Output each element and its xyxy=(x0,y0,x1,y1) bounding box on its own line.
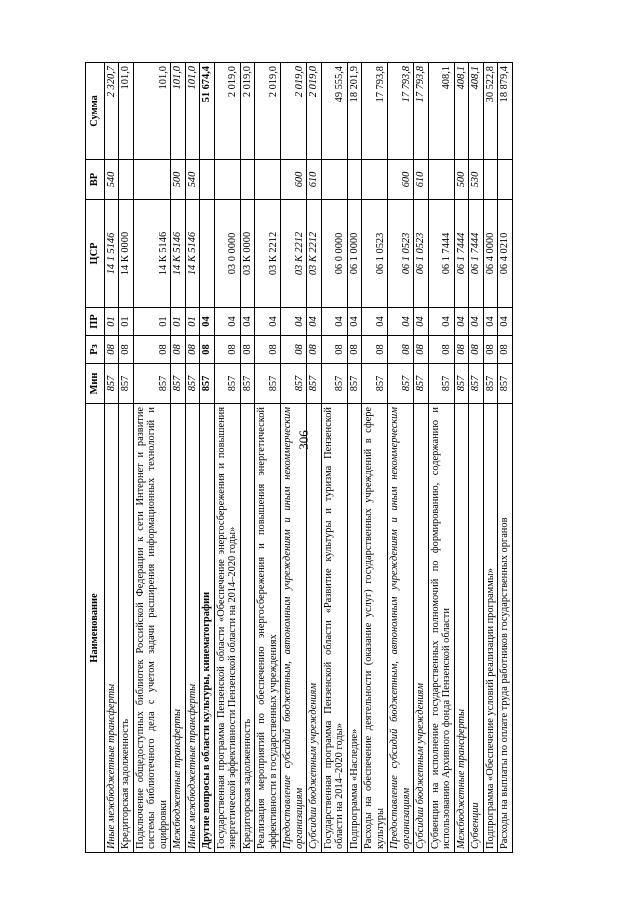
cell-csr: 03 К 2212 xyxy=(281,200,307,308)
cell-pr: 04 xyxy=(454,308,469,336)
cell-vr: 600 xyxy=(388,160,414,200)
cell-pr: 01 xyxy=(133,308,171,336)
cell-sum: 2 019,0 xyxy=(240,63,255,160)
cell-pr: 04 xyxy=(214,308,240,336)
cell-csr: 03 К 2212 xyxy=(307,200,322,308)
cell-name: Подпрограмма «Обеспечение условий реализации программы» xyxy=(483,404,498,853)
cell-sum: 51 674,4 xyxy=(200,63,215,160)
cell-min: 857 xyxy=(171,364,186,404)
table-row xyxy=(362,63,388,853)
cell-min: 857 xyxy=(428,364,454,404)
cell-csr: 14 К 5146 xyxy=(185,200,200,308)
header-csr: ЦСР xyxy=(86,200,105,308)
cell-vr: 600 xyxy=(281,160,307,200)
cell-name: Другие вопросы в области культуры, кинематографии xyxy=(200,404,215,853)
cell-rz: 08 xyxy=(214,336,240,364)
table-row xyxy=(240,63,255,853)
cell-pr: 04 xyxy=(281,308,307,336)
cell-csr: 06 1 0000 xyxy=(347,200,362,308)
cell-csr: 14 1 5146 xyxy=(104,200,119,308)
cell-name: Государственная программа Пензенской области «Развитие культуры и туризма Пензенской области на 2014–2020 годы» xyxy=(321,404,347,853)
cell-name: Предоставление субсидий бюджетным, автономным учреждениям и иным некоммерческим организациям xyxy=(281,404,307,853)
cell-name: Иные межбюджетные трансферты xyxy=(104,404,119,853)
header-pr: ПР xyxy=(86,308,105,336)
cell-name: Реализация мероприятий по обеспечению энергосбережения и повышения энергетической эффективности в государственных учреждениях xyxy=(255,404,281,853)
cell-csr xyxy=(200,200,215,308)
cell-csr: 14 К 5146 xyxy=(171,200,186,308)
cell-name: Расходы на обеспечение деятельности (оказание услуг) государственных учреждений в сфере культуры xyxy=(362,404,388,853)
table-row xyxy=(307,63,322,853)
cell-min: 857 xyxy=(498,364,513,404)
cell-vr xyxy=(347,160,362,200)
table-row xyxy=(498,63,513,853)
cell-rz: 08 xyxy=(428,336,454,364)
cell-rz: 08 xyxy=(281,336,307,364)
cell-vr xyxy=(483,160,498,200)
cell-rz: 08 xyxy=(362,336,388,364)
cell-csr: 06 1 0523 xyxy=(388,200,414,308)
cell-min: 857 xyxy=(133,364,171,404)
cell-min: 857 xyxy=(200,364,215,404)
cell-min: 857 xyxy=(454,364,469,404)
table-row xyxy=(388,63,414,853)
cell-pr: 04 xyxy=(200,308,215,336)
cell-pr: 04 xyxy=(414,308,429,336)
table-row xyxy=(428,63,454,853)
table-row xyxy=(104,63,119,853)
table-row xyxy=(200,63,215,853)
cell-sum: 18 201,9 xyxy=(347,63,362,160)
cell-rz: 08 xyxy=(498,336,513,364)
cell-sum: 101,0 xyxy=(185,63,200,160)
cell-min: 857 xyxy=(281,364,307,404)
cell-pr: 01 xyxy=(185,308,200,336)
cell-sum: 17 793,8 xyxy=(414,63,429,160)
cell-min: 857 xyxy=(483,364,498,404)
cell-csr: 03 К 2212 xyxy=(255,200,281,308)
table-row xyxy=(119,63,134,853)
cell-sum: 30 522,8 xyxy=(483,63,498,160)
cell-rz: 08 xyxy=(255,336,281,364)
table-row xyxy=(281,63,307,853)
cell-rz: 08 xyxy=(414,336,429,364)
table-row xyxy=(171,63,186,853)
cell-name: Иные межбюджетные трансферты xyxy=(185,404,200,853)
cell-csr: 06 1 7444 xyxy=(428,200,454,308)
cell-vr: 500 xyxy=(171,160,186,200)
cell-min: 857 xyxy=(119,364,134,404)
cell-rz: 08 xyxy=(321,336,347,364)
table-row xyxy=(414,63,429,853)
cell-rz: 08 xyxy=(240,336,255,364)
cell-vr: 500 xyxy=(454,160,469,200)
cell-pr: 04 xyxy=(307,308,322,336)
cell-csr: 06 0 0000 xyxy=(321,200,347,308)
cell-name: Государственная программа Пензенской области «Обеспечение энергосбережения и повышения энергетической эффективности Пензенской области на 2014–2020 годы» xyxy=(214,404,240,853)
cell-rz: 08 xyxy=(200,336,215,364)
header-min: Мин xyxy=(86,364,105,404)
cell-min: 857 xyxy=(255,364,281,404)
cell-name: Кредиторская задолженность xyxy=(119,404,134,853)
cell-csr: 06 4 0210 xyxy=(498,200,513,308)
cell-vr: 610 xyxy=(414,160,429,200)
cell-min: 857 xyxy=(414,364,429,404)
cell-min: 857 xyxy=(388,364,414,404)
cell-sum: 101,0 xyxy=(119,63,134,160)
cell-pr: 04 xyxy=(362,308,388,336)
cell-min: 857 xyxy=(240,364,255,404)
cell-sum: 2 019,0 xyxy=(307,63,322,160)
cell-vr xyxy=(133,160,171,200)
cell-min: 857 xyxy=(307,364,322,404)
cell-name: Субсидии бюджетным учреждениям xyxy=(307,404,322,853)
cell-min: 857 xyxy=(214,364,240,404)
table-header-row xyxy=(86,63,105,853)
cell-name: Расходы на выплаты по оплате труда работников государственных органов xyxy=(498,404,513,853)
header-rz: Рз xyxy=(86,336,105,364)
cell-pr: 04 xyxy=(388,308,414,336)
cell-rz: 08 xyxy=(104,336,119,364)
cell-vr xyxy=(255,160,281,200)
cell-name: Субсидии бюджетным учреждениям xyxy=(414,404,429,853)
cell-sum: 408,1 xyxy=(469,63,484,160)
cell-csr: 06 4 0000 xyxy=(483,200,498,308)
page-number: 306 xyxy=(296,430,311,450)
cell-csr: 03 0 0000 xyxy=(214,200,240,308)
cell-pr: 04 xyxy=(347,308,362,336)
cell-sum: 17 793,8 xyxy=(388,63,414,160)
cell-sum: 2 320,7 xyxy=(104,63,119,160)
cell-sum: 408,1 xyxy=(454,63,469,160)
cell-pr: 04 xyxy=(240,308,255,336)
cell-min: 857 xyxy=(185,364,200,404)
cell-csr: 14 К 0000 xyxy=(119,200,134,308)
table-row xyxy=(483,63,498,853)
cell-pr: 04 xyxy=(469,308,484,336)
cell-csr: 06 1 0523 xyxy=(414,200,429,308)
budget-table-wrapper xyxy=(85,63,555,853)
cell-csr: 14 К 5146 xyxy=(133,200,171,308)
cell-rz: 08 xyxy=(185,336,200,364)
cell-pr: 01 xyxy=(104,308,119,336)
table-row xyxy=(214,63,240,853)
cell-pr: 04 xyxy=(428,308,454,336)
cell-rz: 08 xyxy=(347,336,362,364)
cell-sum: 17 793,8 xyxy=(362,63,388,160)
cell-vr xyxy=(362,160,388,200)
cell-rz: 08 xyxy=(171,336,186,364)
cell-csr: 06 1 7444 xyxy=(469,200,484,308)
cell-sum: 101,0 xyxy=(133,63,171,160)
table-row xyxy=(255,63,281,853)
cell-vr xyxy=(214,160,240,200)
cell-name: Подключение общедоступных библиотек Российской Федерации к сети Интернет и развитие системы библиотечного дела с учетом задачи расширения информационных технологий и оцифровки xyxy=(133,404,171,853)
cell-vr: 610 xyxy=(307,160,322,200)
cell-rz: 08 xyxy=(469,336,484,364)
header-name: Наименование xyxy=(86,404,105,853)
header-sum: Сумма xyxy=(86,63,105,160)
cell-pr: 01 xyxy=(119,308,134,336)
cell-min: 857 xyxy=(362,364,388,404)
cell-name: Кредиторская задолженность xyxy=(240,404,255,853)
cell-vr xyxy=(240,160,255,200)
cell-name: Межбюджетные трансферты xyxy=(171,404,186,853)
cell-name: Предоставление субсидий бюджетным, автономным учреждениям и иным некоммерческим организациям xyxy=(388,404,414,853)
cell-name: Межбюджетные трансферты xyxy=(454,404,469,853)
cell-sum: 18 879,4 xyxy=(498,63,513,160)
cell-pr: 04 xyxy=(255,308,281,336)
cell-sum: 49 555,4 xyxy=(321,63,347,160)
cell-min: 857 xyxy=(104,364,119,404)
cell-rz: 08 xyxy=(483,336,498,364)
table-row xyxy=(454,63,469,853)
cell-vr: 540 xyxy=(104,160,119,200)
cell-vr: 540 xyxy=(185,160,200,200)
cell-pr: 04 xyxy=(483,308,498,336)
cell-sum: 2 019,0 xyxy=(255,63,281,160)
cell-sum: 408,1 xyxy=(428,63,454,160)
cell-sum: 2 019,0 xyxy=(281,63,307,160)
cell-name: Субвенции xyxy=(469,404,484,853)
cell-rz: 08 xyxy=(119,336,134,364)
cell-name: Подпрограмма «Наследие» xyxy=(347,404,362,853)
cell-rz: 08 xyxy=(133,336,171,364)
cell-pr: 01 xyxy=(171,308,186,336)
cell-vr xyxy=(321,160,347,200)
budget-table xyxy=(85,62,513,853)
cell-min: 857 xyxy=(347,364,362,404)
table-row xyxy=(347,63,362,853)
cell-vr: 530 xyxy=(469,160,484,200)
cell-name: Субвенции на исполнение государственных полномочий по формированию, содержанию и использованию Архивного фонда Пензенской области xyxy=(428,404,454,853)
cell-min: 857 xyxy=(321,364,347,404)
cell-rz: 08 xyxy=(388,336,414,364)
cell-csr: 03 К 0000 xyxy=(240,200,255,308)
cell-vr xyxy=(119,160,134,200)
cell-rz: 08 xyxy=(454,336,469,364)
cell-csr: 06 1 7444 xyxy=(454,200,469,308)
cell-sum: 2 019,0 xyxy=(214,63,240,160)
header-vr: ВР xyxy=(86,160,105,200)
cell-vr xyxy=(428,160,454,200)
cell-pr: 04 xyxy=(321,308,347,336)
cell-min: 857 xyxy=(469,364,484,404)
table-row xyxy=(185,63,200,853)
cell-sum: 101,0 xyxy=(171,63,186,160)
cell-vr xyxy=(498,160,513,200)
table-row xyxy=(469,63,484,853)
cell-rz: 08 xyxy=(307,336,322,364)
cell-csr: 06 1 0523 xyxy=(362,200,388,308)
cell-vr xyxy=(200,160,215,200)
table-row xyxy=(321,63,347,853)
table-row xyxy=(133,63,171,853)
cell-pr: 04 xyxy=(498,308,513,336)
